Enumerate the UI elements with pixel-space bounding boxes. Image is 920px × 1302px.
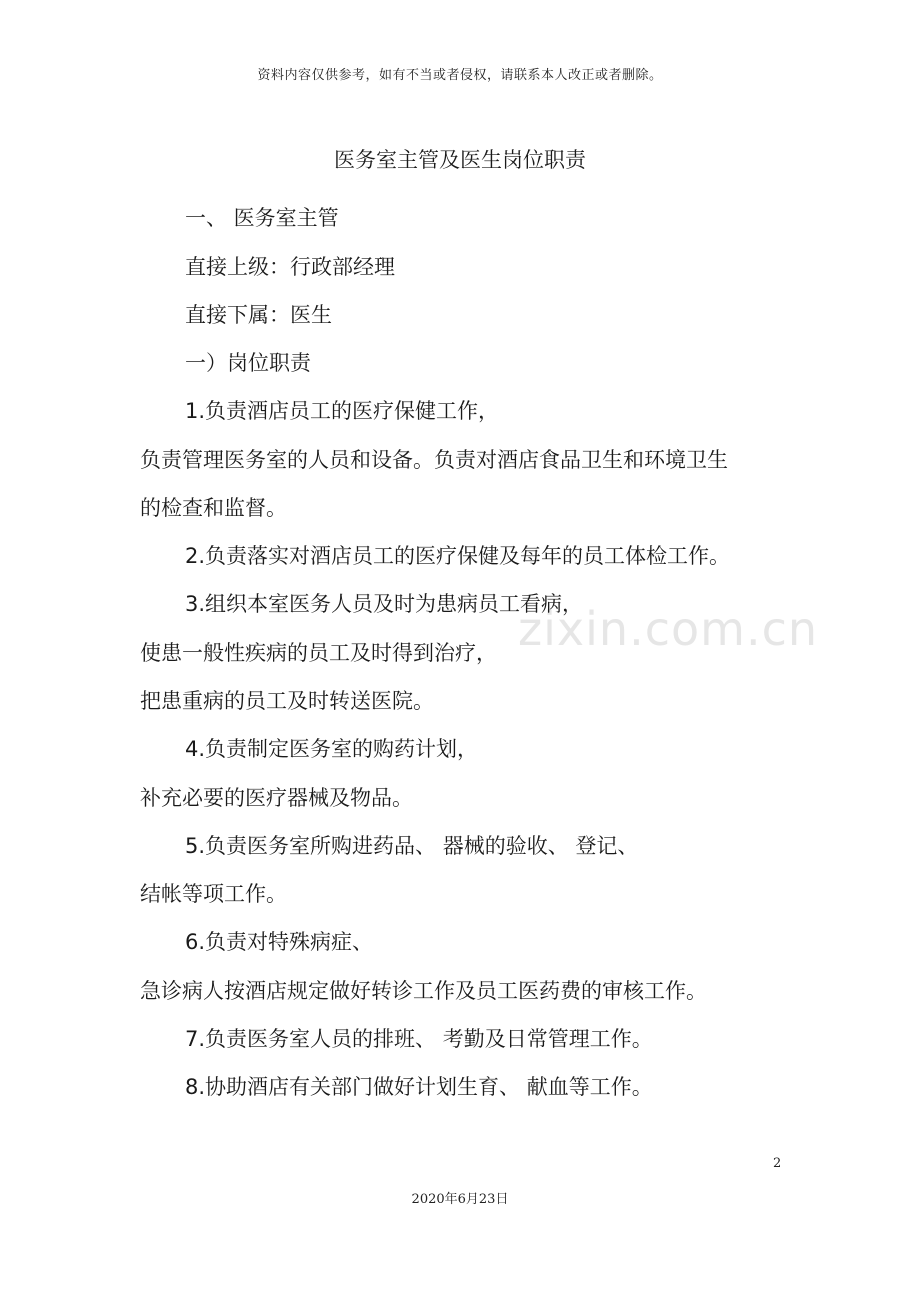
duty-line: 5.负责医务室所购进药品、 器械的验收、 登记、 <box>185 834 639 858</box>
direct-subordinate: 直接下属：医生 <box>185 303 332 327</box>
duty-line: 使患一般性疾病的员工及时得到治疗， <box>140 641 497 665</box>
duty-line: 补充必要的医疗器械及物品。 <box>140 786 413 810</box>
duty-line: 急诊病人按酒店规定做好转诊工作及员工医药费的审核工作。 <box>140 979 707 1003</box>
header-disclaimer: 资料内容仅供参考，如有不当或者侵权，请联系本人改正或者删除。 <box>257 68 663 83</box>
section-heading: 一、 医务室主管 <box>185 206 339 230</box>
duty-line: 6.负责对特殊病症、 <box>185 930 374 954</box>
duty-line: 负责管理医务室的人员和设备。负责对酒店食品卫生和环境卫生 <box>140 448 728 472</box>
document-title: 医务室主管及医生岗位职责 <box>334 148 586 172</box>
duty-line: 3.组织本室医务人员及时为患病员工看病， <box>185 592 584 616</box>
footer-date: 2020年6月23日 <box>411 1192 509 1207</box>
duty-line: 8.协助酒店有关部门做好计划生育、 献血等工作。 <box>185 1075 653 1099</box>
duty-line: 4.负责制定医务室的购药计划， <box>185 737 479 761</box>
duty-line: 的检查和监督。 <box>140 496 287 520</box>
watermark: zixin.com.cn <box>518 602 819 656</box>
page-number: 2 <box>773 1156 782 1171</box>
duty-line: 7.负责医务室人员的排班、 考勤及日常管理工作。 <box>185 1027 653 1051</box>
duty-line: 把患重病的员工及时转送医院。 <box>140 689 434 713</box>
direct-superior: 直接上级：行政部经理 <box>185 255 395 279</box>
duty-line: 1.负责酒店员工的医疗保健工作， <box>185 399 500 423</box>
duty-line: 结帐等项工作。 <box>140 882 287 906</box>
duty-line: 2.负责落实对酒店员工的医疗保健及每年的员工体检工作。 <box>185 544 731 568</box>
subsection-heading: 一）岗位职责 <box>185 351 311 375</box>
